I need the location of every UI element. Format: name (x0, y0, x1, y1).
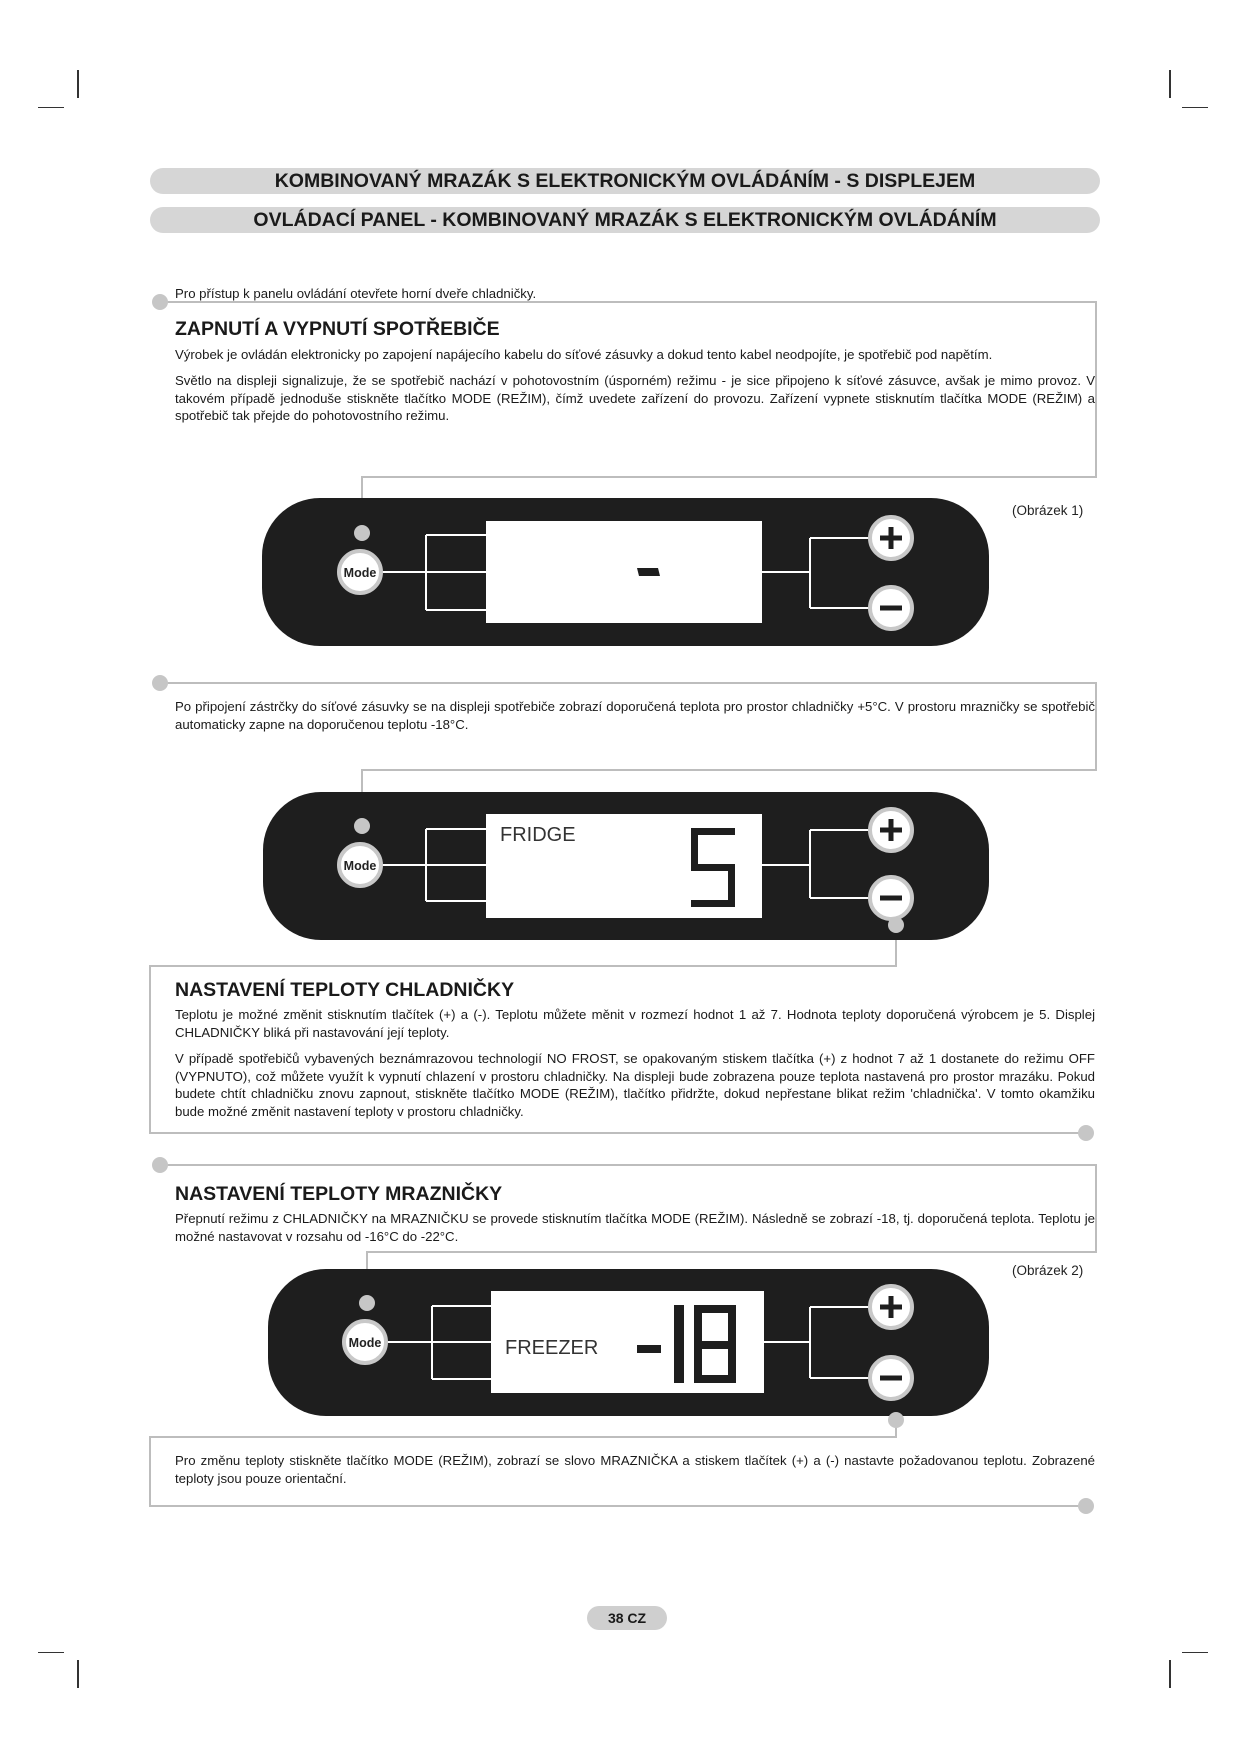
final-text: Pro změnu teploty stiskněte tlačítko MODE (REŽIM), zobrazí se slovo MRAZNIČKA a stiskem tlačítek (+) a (-) nastavte požadovanou teplotu. Zobrazené teploty jsou pouze orientační. (175, 1453, 1095, 1486)
mode-button-label: Mode (343, 859, 377, 873)
intro-text: Pro přístup k panelu ovládání otevřete horní dveře chladničky. (175, 286, 537, 301)
section-freezer-p1: Přepnutí režimu z CHLADNIČKY na MRAZNIČKU se provede stisknutím tlačítka MODE (REŽIM). Následně se zobrazí -18, tj. doporučená teplota. Teplotu je možné nastavovat v rozsahu od -16°C do -22°C. (175, 1211, 1095, 1244)
page-title: KOMBINOVANÝ MRAZÁK S ELEKTRONICKÝM OVLÁDÁNÍM - S DISPLEJEM (150, 168, 1100, 194)
section-power-p2: Světlo na displeji signalizuje, že se spotřebič nachází v pohotovostním (úsporném) režimu - je sice připojeno k síťové zásuvce, avšak je mimo provoz. V takovém případě jednoduše stiskněte tlačítko MODE (REŽIM), čímž uvedete zařízení do provozu. Zařízení vypnete stisknutím tlačítka MODE (REŽIM) a spotřebič tak přejde do pohotovostního režimu. (175, 373, 1095, 423)
section-fridge-p1: Teplotu je možné změnit stisknutím tlačítek (+) a (-). Teplotu můžete měnit v rozmezí hodnot 1 až 7. Hodnota teploty doporučená výrobcem je 5. Displej CHLADNIČKY bliká při nastavování její teploty. (175, 1007, 1095, 1040)
page-number-badge: 38 CZ (587, 1606, 667, 1630)
figure2-caption: (Obrázek 2) (1012, 1263, 1084, 1278)
figure1-caption: (Obrázek 1) (1012, 503, 1084, 518)
plug-text: Po připojení zástrčky do síťové zásuvky se na displeji spotřebiče zobrazí doporučená teplota pro prostor chladničky +5°C. V prostoru mrazničky se spotřebič automaticky zapne na doporučenou teplotu -18°C. (175, 699, 1095, 732)
freezer-label: FREEZER (505, 1337, 599, 1359)
mode-button-label: Mode (348, 1336, 382, 1350)
section-fridge-heading: NASTAVENÍ TEPLOTY CHLADNIČKY (175, 979, 515, 1001)
section-power-p1: Výrobek je ovládán elektronicky po zapojení napájecího kabelu do síťové zásuvky a dokud tento kabel neodpojíte, je spotřebič pod napětím. (175, 347, 993, 362)
mode-button-label: Mode (343, 566, 377, 580)
page-subtitle: OVLÁDACÍ PANEL - KOMBINOVANÝ MRAZÁK S ELEKTRONICKÝM OVLÁDÁNÍM (150, 207, 1100, 233)
fridge-label: FRIDGE (500, 824, 576, 846)
section-power-heading: ZAPNUTÍ A VYPNUTÍ SPOTŘEBIČE (175, 318, 500, 340)
section-freezer-heading: NASTAVENÍ TEPLOTY MRAZNIČKY (175, 1183, 503, 1205)
section-fridge-p2: V případě spotřebičů vybavených beznámrazovou technologií NO FROST, se opakovaným stiskem tlačítka (+) z hodnot 7 až 1 dostanete do režimu OFF (VYPNUTO), což můžete využít k vypnutí chlazení v prostoru chladničky. Na displeji bude zobrazena pouze teplota nastavená pro prostor mrazáku. Pokud budete chtít chladničku znovu zapnout, stiskněte tlačítko MODE (REŽIM), tlačítko přidržte, dokud nepřestane blikat režim 'chladnička'. V tomto okamžiku bude možné změnit nastavení teploty v prostoru chladničky. (175, 1051, 1095, 1119)
